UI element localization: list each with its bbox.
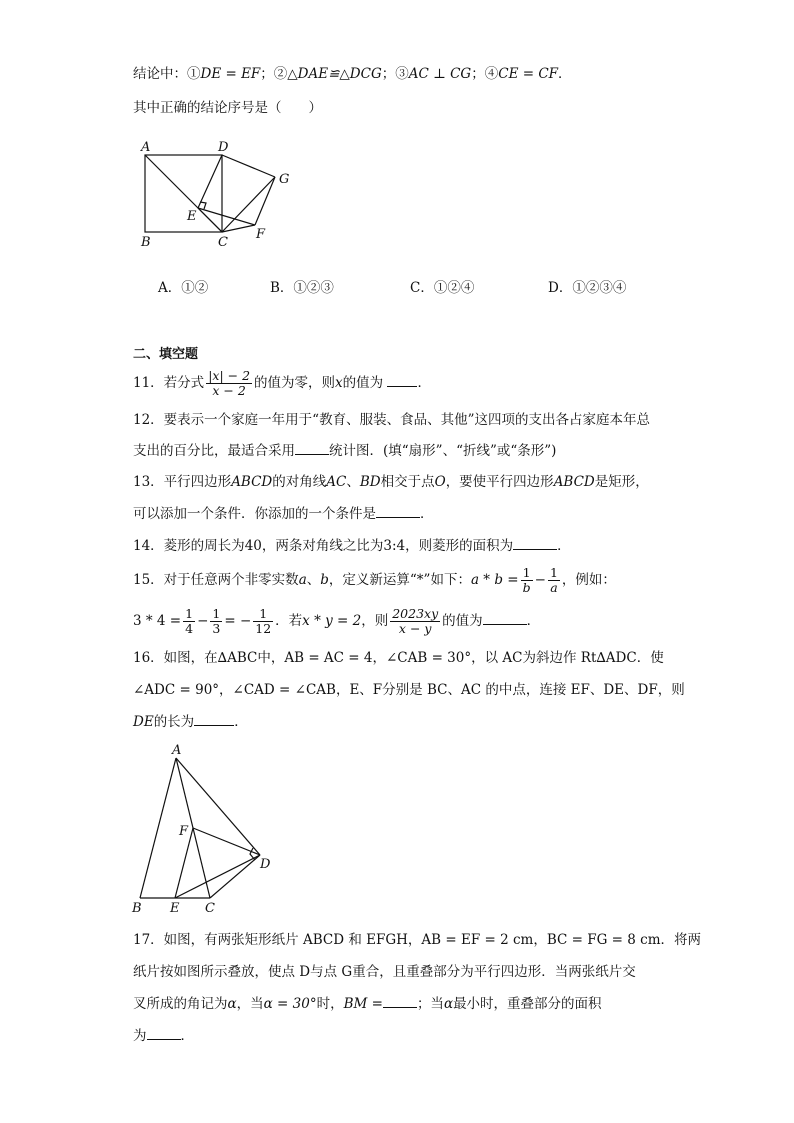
q13-bd: BD (359, 474, 381, 490)
q15-ex-frac-1 (183, 607, 195, 636)
q15-frac-1b (521, 566, 533, 595)
segment-ad (176, 758, 260, 855)
option-b[interactable] (270, 276, 334, 296)
q15-minus: − (534, 572, 546, 588)
q11-answer-blank[interactable] (387, 372, 417, 387)
q12-line1: 12．要表示一个家庭一年用于“教育、服装、食品、其他”这四项的支出各占家庭本年总 (133, 412, 650, 428)
q15-text-b: 、 (306, 572, 321, 588)
q15-example-lhs: 3 * 4 = (133, 613, 182, 629)
q17-alpha: α (227, 996, 237, 1012)
q16-figure (128, 740, 288, 918)
q11-end: ． (417, 375, 431, 391)
option-a-letter: A． (158, 280, 182, 296)
q15-text-a: 15．对于任意两个非零实数 (133, 572, 299, 588)
q13-line2-text: 可以添加一个条件．你添加的一个条件是 (133, 506, 376, 522)
q16-line3 (133, 711, 248, 732)
q15-text-e: ．若 (275, 613, 303, 629)
q13-text-b: 的对角线 (272, 474, 327, 490)
q13-ac: AC (326, 474, 347, 490)
q17-bm-blank[interactable] (383, 993, 417, 1008)
section-title: 二、填空题 (133, 347, 199, 362)
q14-line (133, 535, 571, 556)
q10-question: 其中正确的结论序号是（ ） (133, 100, 322, 116)
option-b-text: ①②③ (293, 280, 334, 296)
q15-ex-frac-3 (253, 607, 273, 636)
label-e: E (187, 209, 197, 224)
q14-perimeter: 40 (244, 538, 262, 554)
q17-text-d: ；当 (416, 996, 444, 1012)
q15-text-c: ，定义新运算“*”如下： (328, 572, 471, 588)
q17-alpha2: α (443, 996, 454, 1012)
q14-text-a: 14．菱形的周长为 (133, 538, 245, 554)
q17-area-blank[interactable] (147, 1025, 181, 1040)
q15-f1-den: b (522, 580, 531, 595)
label-a: A (172, 743, 182, 758)
q10-end: ． (558, 66, 572, 82)
q15-text-g: 的值为 (442, 613, 483, 629)
q13-text-f: 是矩形， (594, 474, 649, 490)
q17-line3 (133, 993, 602, 1014)
q17-line2: 纸片按如图所示叠放，使点 D与点 G重合，且重叠部分为平行四边形．当两张纸片交 (133, 964, 636, 980)
q13-abcd: ABCD (231, 474, 273, 490)
q10-c2-text: △DAE≌△DCG (287, 66, 382, 82)
q12-text-a: 支出的百分比，最适合采用 (133, 443, 295, 459)
q17-condition: α = 30° (263, 996, 317, 1012)
q15-var-a: a (298, 572, 307, 588)
option-d[interactable] (548, 276, 626, 296)
label-b: B (141, 235, 151, 250)
q15-g-den: x − y (398, 621, 432, 636)
q10-sep1: ； (260, 66, 274, 82)
q15-ex-eq: = − (224, 613, 252, 629)
q15-var-b: b (320, 572, 329, 588)
q15-e2-num: 1 (212, 606, 221, 621)
q17-text-f: 为 (133, 1028, 147, 1044)
q13-text-d: 相交于点 (380, 474, 435, 490)
q12-line2 (133, 440, 556, 461)
segment-de (198, 155, 222, 208)
q10-sep2: ； (381, 66, 396, 82)
q10-prefix: 结论中： (133, 66, 187, 82)
label-g: G (279, 172, 290, 187)
q14-answer-blank[interactable] (513, 535, 557, 550)
segment-dg (222, 155, 275, 177)
option-d-text: ①②③④ (572, 280, 627, 296)
q16-end: ． (234, 714, 248, 730)
option-c-letter: C． (410, 280, 434, 296)
label-f: F (256, 227, 266, 242)
q15-target-frac (390, 607, 440, 636)
option-d-letter: D． (548, 280, 573, 296)
q17-text-b: ，当 (236, 996, 264, 1012)
option-c-text: ①②④ (433, 280, 475, 296)
q16-text: 的长为 (153, 714, 195, 730)
q15-text-f: ，则 (361, 613, 389, 629)
q15-f2-den: a (550, 580, 558, 595)
q15-e2-den: 3 (212, 621, 221, 636)
q15-frac-1a (548, 566, 560, 595)
q17-text-c: 时， (316, 996, 344, 1012)
q13-line2 (133, 503, 434, 524)
q15-text-d: ，例如： (561, 572, 616, 588)
q15-ex-frac-2 (210, 607, 222, 636)
q15-e1-den: 4 (185, 621, 194, 636)
label-d: D (260, 857, 271, 872)
q15-e3-num: 1 (253, 607, 273, 622)
segment-cg (222, 177, 275, 232)
q13-answer-blank[interactable] (376, 503, 420, 518)
option-b-letter: B． (270, 280, 294, 296)
q11-text-b: 的值为零，则 (254, 375, 336, 391)
q13-text-a: 13．平行四边形 (133, 474, 232, 490)
q14-text-c: ，则菱形的面积为 (405, 538, 514, 554)
q14-end: ． (557, 538, 571, 554)
q15-e3-den: 12 (255, 621, 272, 636)
q13-end: ． (420, 506, 434, 522)
q11-numerator: |x| − 2 (208, 368, 251, 383)
q16-de: DE (133, 714, 154, 730)
q11-denominator: x − 2 (212, 383, 246, 398)
q15-f2-num: 1 (549, 565, 558, 580)
q15-line1 (133, 563, 616, 597)
q12-answer-blank[interactable] (295, 440, 329, 455)
q13-o: O (434, 474, 446, 490)
q11-fraction (206, 369, 252, 398)
q15-e1-num: 1 (185, 606, 194, 621)
q13-text-e: ，要使平行四边形 (445, 474, 554, 490)
q10-c1-text: DE = EF (200, 66, 261, 82)
q10-sep3: ； (471, 66, 485, 82)
q13-text-c: 、 (346, 474, 360, 490)
segment-fg (255, 177, 275, 225)
q10-conclusions-line (133, 64, 572, 84)
q13-line1 (133, 472, 649, 492)
q13-abcd2: ABCD (553, 474, 595, 490)
label-e: E (170, 901, 180, 916)
q15-def-lhs: a * b = (470, 572, 519, 588)
label-c: C (205, 901, 215, 916)
label-b: B (132, 901, 142, 916)
q17-text-a: 叉所成的角记为 (133, 996, 228, 1012)
q15-f1-num: 1 (521, 566, 533, 581)
label-f: F (179, 824, 189, 839)
q16-line1: 16．如图，在∆ABC中，AB = AC = 4，∠CAB = 30°，以 AC为斜边作 Rt∆ADC．使 (133, 650, 664, 666)
q15-g-num: 2023xy (392, 606, 439, 621)
q10-c3-num: ③ (395, 66, 409, 82)
q12-text-b: 统计图．(填“扇形”、“折线”或“条形”) (329, 443, 557, 459)
q17-end: ． (180, 1028, 194, 1044)
q11-var: x (335, 375, 343, 391)
q15-answer-blank[interactable] (483, 610, 527, 625)
q17-line4 (133, 1025, 194, 1046)
option-c[interactable] (410, 276, 474, 296)
q14-ratio: 3:4 (383, 538, 406, 554)
q14-text-b: ，两条对角线之比为 (261, 538, 384, 554)
q15-end: ． (526, 613, 541, 629)
q11-text-c: 的值为 (342, 375, 384, 391)
label-c: C (218, 235, 228, 250)
q16-answer-blank[interactable] (194, 711, 234, 726)
q10-c2-num: ② (273, 66, 288, 82)
q15-condition: x * y = 2 (302, 613, 362, 629)
q15-ex-minus: − (197, 613, 209, 629)
q17-text-e: 最小时，重叠部分的面积 (453, 996, 602, 1012)
q11-line (133, 366, 431, 400)
label-d: D (218, 140, 229, 155)
label-a: A (141, 140, 151, 155)
option-a-text: ①② (181, 280, 209, 296)
q10-c4-text: CE = CF (498, 66, 559, 82)
q17-bm: BM = (343, 996, 383, 1012)
q10-c1-num: ① (187, 66, 201, 82)
segment-fd (193, 828, 260, 855)
q10-c3-text: AC ⊥ CG (408, 66, 472, 82)
q15-line2 (133, 602, 540, 640)
q11-text-a: 11．若分式 (133, 375, 205, 391)
q10-c4-num: ④ (484, 66, 499, 82)
q17-line1: 17．如图，有两张矩形纸片 ABCD 和 EFGH，AB = EF = 2 cm，BC = FG = 8 cm．将两 (133, 932, 702, 948)
segment-ab (140, 758, 176, 898)
q10-figure (130, 135, 300, 250)
q16-line2: ∠ADC = 90°，∠CAD = ∠CAB，E、F分别是 BC、AC 的中点，连接 EF、DE、DF，则 (133, 682, 685, 698)
option-a[interactable] (158, 276, 208, 296)
